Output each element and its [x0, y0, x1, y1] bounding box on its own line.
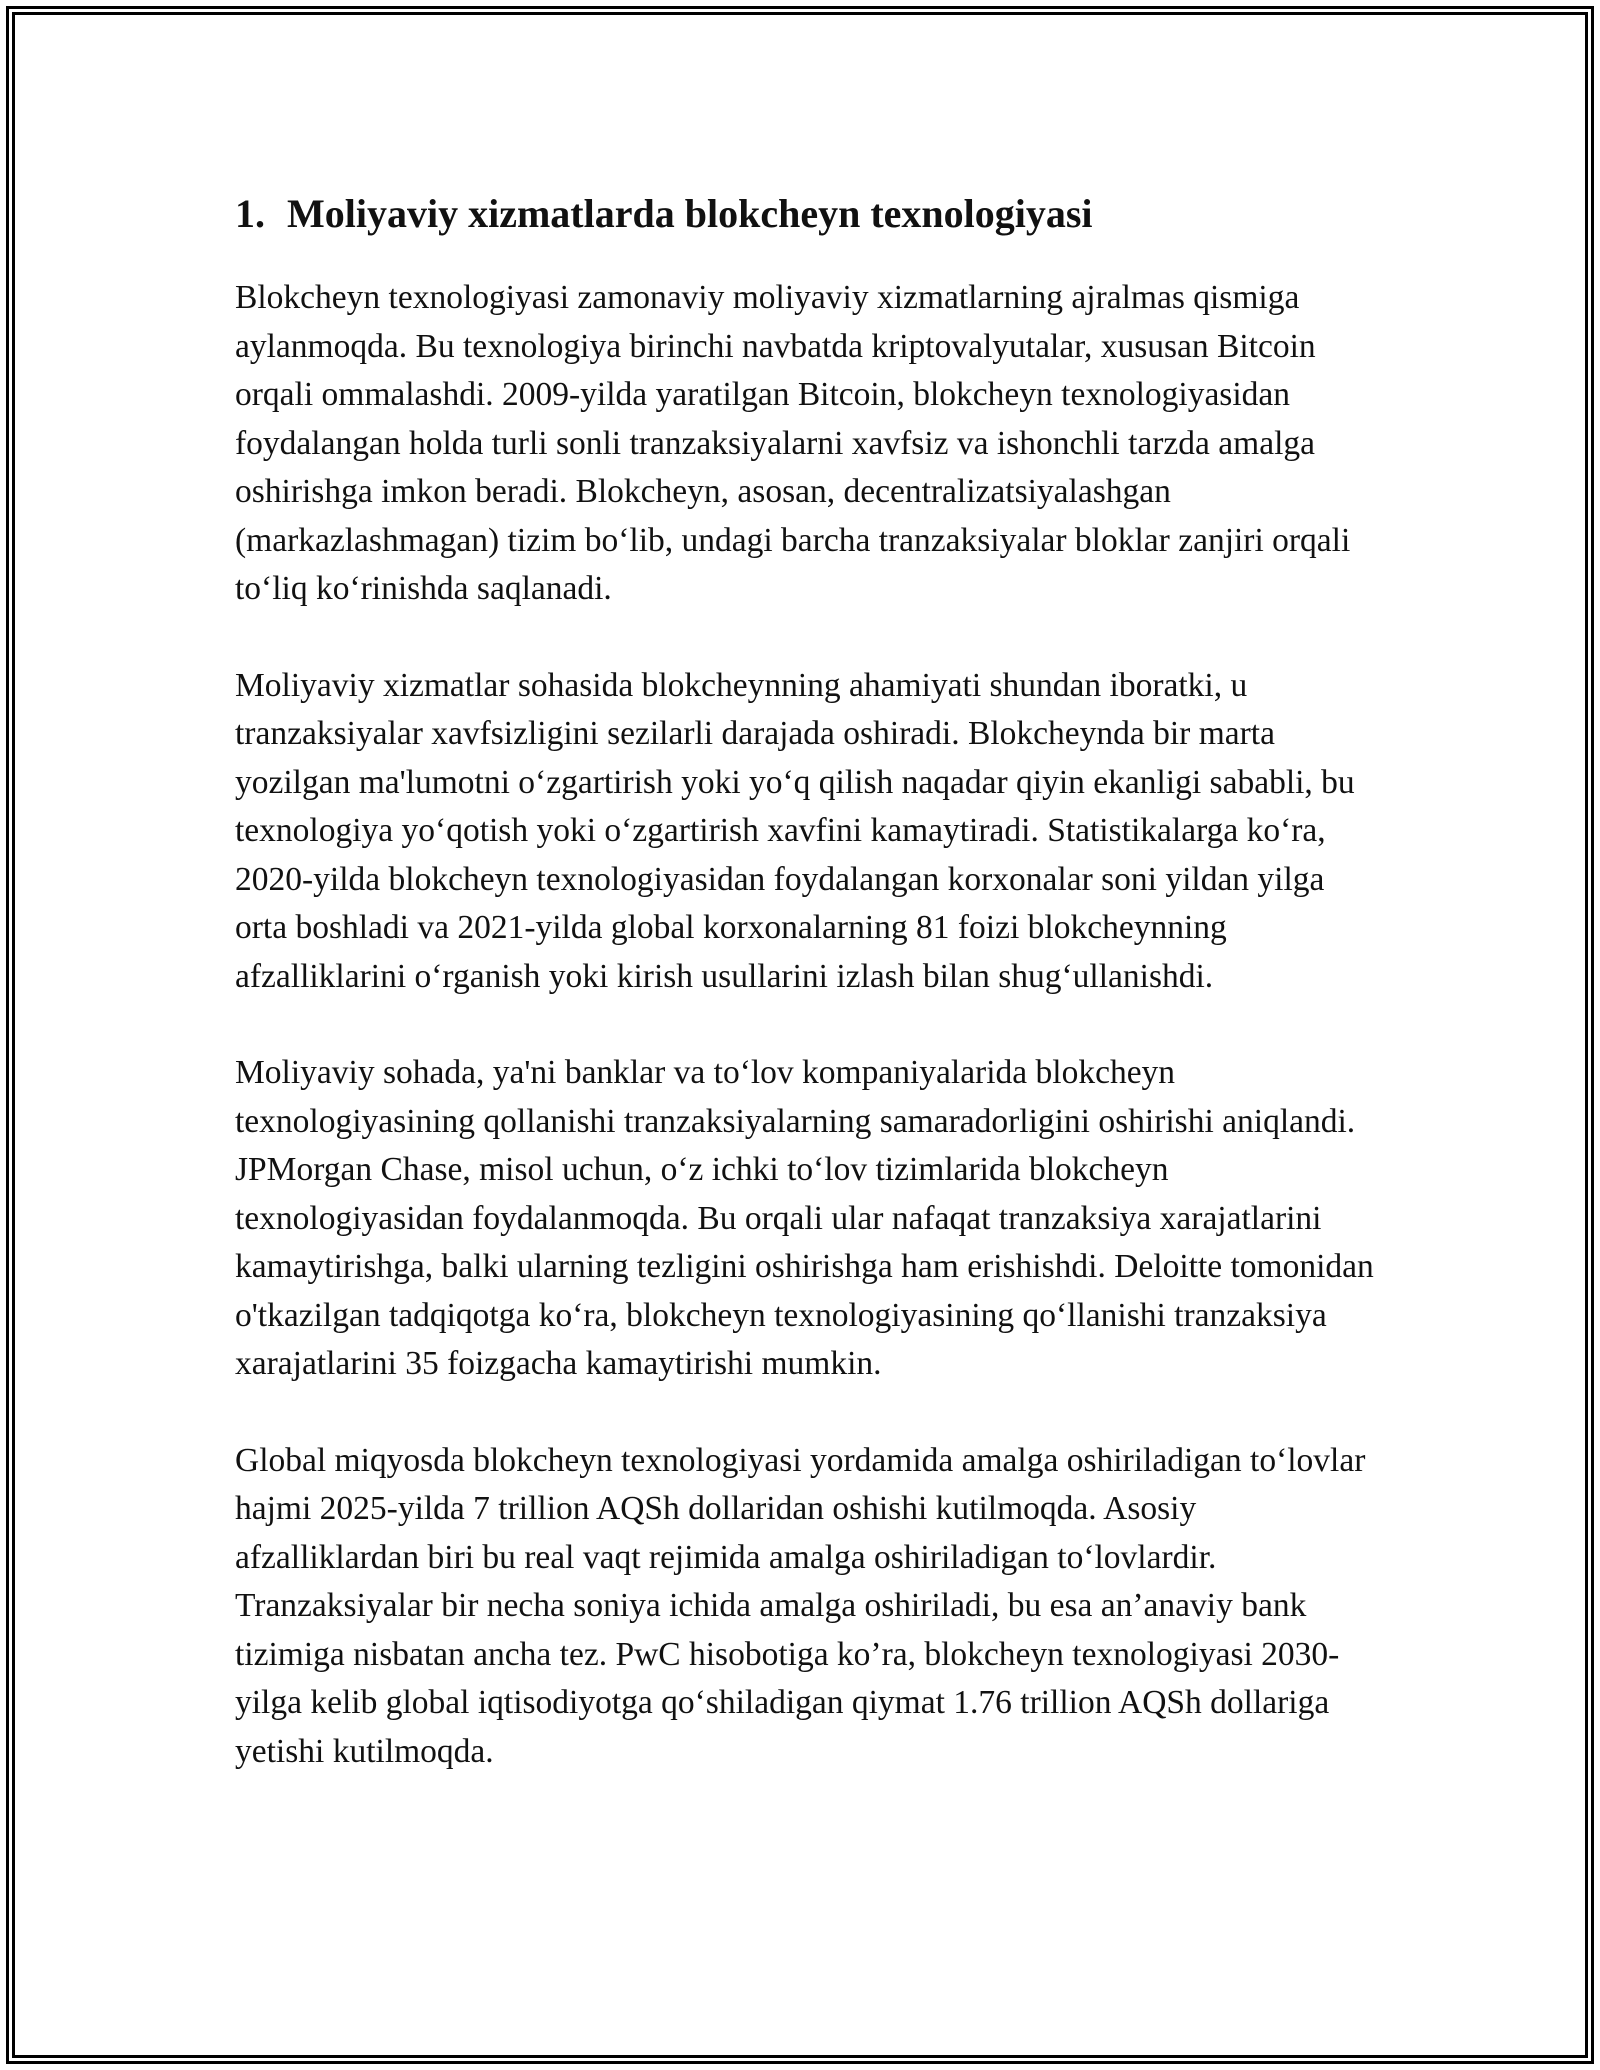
- section-title: Moliyaviy xizmatlarda blokcheyn texnologiyasi: [287, 191, 1093, 236]
- section-number: 1.: [235, 191, 265, 236]
- paragraph-3: Moliyaviy sohada, ya'ni banklar va to‘lov kompaniyalarida blokcheyn texnologiyasining qollanishi tranzaksiyalarning samaradorligini oshirishi aniqlandi. JPMorgan Chase, misol uchun, o‘z ichki to‘lov tizimlarida blokcheyn texnologiyasidan foydalanmoqda. Bu orqali ular nafaqat tranzaksiya xarajatlarini kamaytirishga, balki ularning tezligini oshirishga ham erishishdi. Deloitte tomonidan o'tkazilgan tadqiqotga ko‘ra, blokcheyn texnologiyasining qo‘llanishi tranzaksiya xarajatlarini 35 foizgacha kamaytirishi mumkin.: [235, 1054, 1374, 1382]
- section-heading: [235, 186, 1375, 242]
- paragraph-2: Moliyaviy xizmatlar sohasida blokcheynning ahamiyati shundan iboratki, u tranzaksiyalar xavfsizligini sezilarli darajada oshiradi. Blokcheynda bir marta yozilgan ma'lumotni o‘zgartirish yoki yo‘q qilish naqadar qiyin ekanligi sababli, bu texnologiya yo‘qotish yoki o‘zgartirish xavfini kamaytiradi. Statistikalarga ko‘ra, 2020-yilda blokcheyn texnologiyasidan foydalangan korxonalar soni yildan yilga orta boshladi va 2021-yilda global korxonalarning 81 foizi blokcheynning afzalliklarini o‘rganish yoki kirish usullarini izlash bilan shug‘ullanishdi.: [235, 666, 1355, 995]
- paragraph-1: Blokcheyn texnologiyasi zamonaviy moliyaviy xizmatlarning ajralmas qismiga aylanmoqda. Bu texnologiya birinchi navbatda kriptovalyutalar, xususan Bitcoin orqali ommalashdi. 2009-yilda yaratilgan Bitcoin, blokcheyn texnologiyasidan foydalangan holda turli sonli tranzaksiyalarni xavfsiz va ishonchli tarzda amalga oshirishga imkon beradi. Blokcheyn, asosan, decentralizatsiyalashgan (markazlashmagan) tizim bo‘lib, undagi barcha tranzaksiyalar bloklar zanjiri orqali to‘liq ko‘rinishda saqlanadi.: [235, 279, 1351, 607]
- document-body: [235, 186, 1375, 1824]
- paragraph-4: Global miqyosda blokcheyn texnologiyasi yordamida amalga oshiriladigan to‘lovlar hajmi 2025-yilda 7 trillion AQSh dollaridan oshishi kutilmoqda. Asosiy afzalliklardan biri bu real vaqt rejimida amalga oshiriladigan to‘lovlardir. Tranzaksiyalar bir necha soniya ichida amalga oshiriladi, bu esa an’anaviy bank tizimiga nisbatan ancha tez. PwC hisobotiga ko’ra, blokcheyn texnologiyasi 2030-yilga kelib global iqtisodiyotga qo‘shiladigan qiymat 1.76 trillion AQSh dollariga yetishi kutilmoqda.: [235, 1441, 1366, 1770]
